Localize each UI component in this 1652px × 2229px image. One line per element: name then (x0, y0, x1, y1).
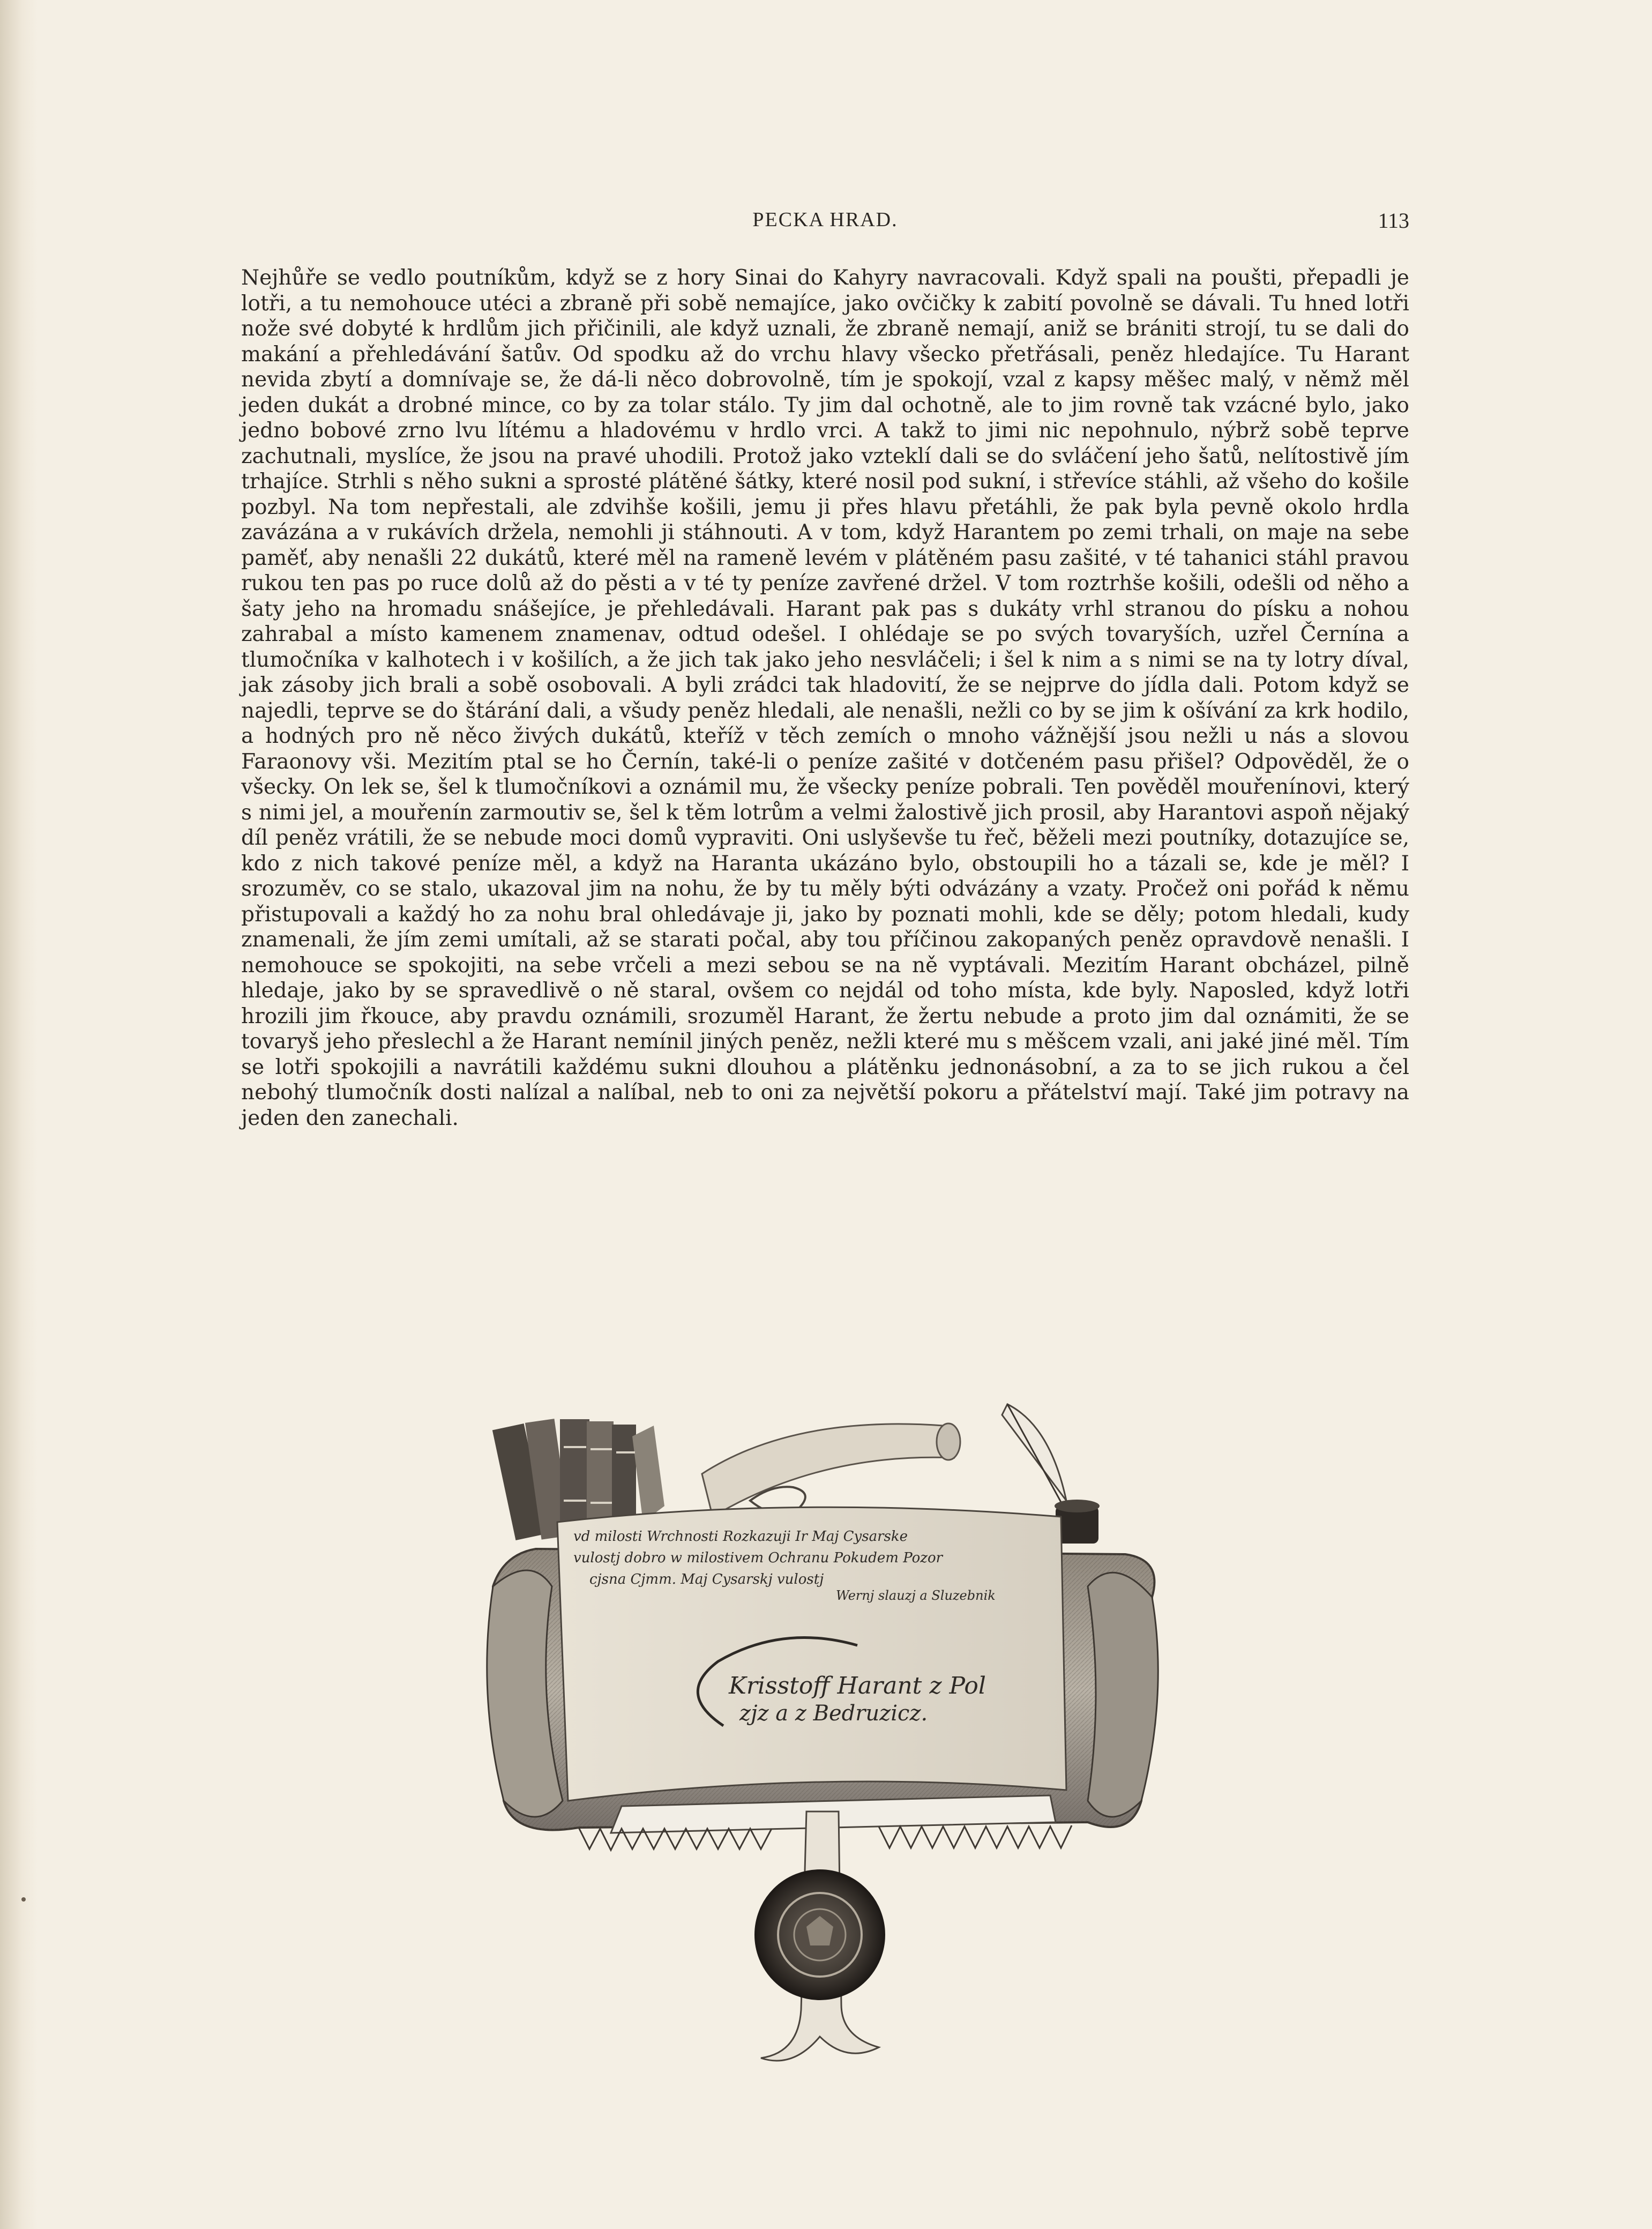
signature-line-2: zjz a z Bedruzicz. (739, 1701, 928, 1726)
scroll-engraving (472, 1393, 1179, 2090)
margin-dot (21, 1897, 26, 1902)
scroll-line-2: vulostj dobro w milostivem Ochranu Pokudem Pozor (573, 1550, 943, 1566)
running-head: PECKA HRAD. (752, 208, 898, 231)
scroll-line-3: cjsna Cjmm. Maj Cysarskj vulostj (589, 1571, 824, 1587)
rolled-paper-icon (702, 1423, 960, 1517)
scroll-line-1: vd milosti Wrchnosti Rozkazuji Ir Maj Cysarske (573, 1529, 908, 1545)
body-paragraph: Nejhůře se vedlo poutníkům, když se z hory Sinai do Kahyry navracovali. Když spali na poušti, přepadli je lotři, a tu nemohouce utéci a zbraně při sobě nemajíce, jako ovčičky k zabití povolně se dávali. Tu hned lotři nože své dobyté k hrdlům jich přičinili, ale když uznali, že zbraně nemají, aniž se brániti strojí, tu se dali do makání a přehledávání šatův. Od spodku až do vrchu hlavy všecko přetřásali, peněz hledajíce. Tu Harant nevida zbytí a domnívaje se, že dá-li něco dobrovolně, tím je spokojí, vzal z kapsy měšec malý, v němž měl jeden dukát a drobné mince, co by za tolar stálo. Ty jim dal ochotně, ale to jim rovně tak vzácné bylo, jako jedno bobové zrno lvu lítému a hladovému v hrdlo vrci. A takž to jimi nic nepohnulo, nýbrž sobě teprve zachutnali, myslíce, že jsou na pravé uhodili. Protož jako vzteklí dali se do svláčení jeho šatů, nelítostivě jím trhajíce. Strhli s něho sukni a sprosté plátěné šátky, které nosil pod sukní, i střevíce stáhli, až všeho do košile pozbyl. Na tom nepřestali, ale zdvihše košili, jemu ji přes hlavu přetáhli, že pak byla pevně okolo hrdla zavázána a v rukávích držela, nemohli ji stáhnouti. A v tom, když Harantem po zemi trhali, on maje na sebe paměť, aby nenašli 22 dukátů, které měl na rameně levém v plátěném pasu zašité, v té tahanici stáhl pravou rukou ten pas po ruce dolů až do pěsti a v té ty peníze zavřené držel. V tom roztrhše košili, odešli od něho a šaty jeho na hromadu snášejíce, je přehledávali. Harant pak pas s dukáty vrhl stranou do písku a nohou zahrabal a místo kamenem znamenav, odtud odešel. I ohlédaje se po svých tovaryších, uzřel Černína a tlumočníka v kalhotech i v košilích, a že jich tak jako jeho nesvláčeli; i šel k nim a s nimi se na ty lotry díval, jak zásoby jich brali a sobě osobovali. A byli zrádci tak hladovití, že se nejprve do jídla dali. Potom když se najedli, teprve se do štárání dali, a všudy peněz hledali, ale nenašli, nežli co by se jim k ošívání za krk hodilo, a hodných pro ně něco živých dukátů, kteříž v těch zemích o mnoho vážnější jsou nežli u nás a slovou Faraonovy vši. Mezitím ptal se ho Černín, také-li o peníze zašité v dotčeném pasu přišel? Odpověděl, že o všecky. On lek se, šel k tlumočníkovi a oznámil mu, že všecky peníze pobrali. Ten pověděl mouřenínovi, který s nimi jel, a mouřenín zarmoutiv se, šel k těm lotrům a velmi žalostivě jich prosil, aby Harantovi aspoň nějaký díl peněz vrátili, že se nebude moci domů vypraviti. Oni uslyševše tu řeč, běželi mezi poutníky, dotazujíce se, kdo z nich takové peníze měl, a když na Haranta ukázáno bylo, obstoupili ho a tázali se, kde je měl? I srozuměv, co se stalo, ukazoval jim na nohu, že by tu měly býti odvázány a vzaty. Pročež oni pořád k němu přistupovali a každý ho za nohu bral ohledávaje ji, jako by poznati mohli, kde se děly; potom hledali, kudy znamenali, že jím zemi umítali, až se starati počal, aby tou příčinou zakopaných peněz opravdově nenašli. I nemohouce se spokojiti, na sebe vrčeli a mezi sebou se na ně vyptávali. Mezitím Harant obcházel, pilně hledaje, jako by se spravedlivě o ně staral, ovšem co nejdál od toho místa, kde byly. Naposled, když lotři hrozili jim řkouce, aby pravdu oznámili, srozuměl Harant, že žertu nebude a proto jim dal oznámiti, že se tovaryš jeho přeslechl a že Harant nemínil jiných peněz, nežli které mu s měšcem vzali, ani jaké jiné měl. Tím se lotři spokojili a navrátili každému sukni dlouhou a plátěnku jednonásobní, a za to se jich rukou a čel nebohý tlumočník dosti nalízal a nalíbal, neb to oni za největší pokoru a přátelství mají. Také jim potravy na jeden den zanechali. (241, 266, 1409, 1130)
wax-seal-icon (756, 1811, 884, 2061)
page-header (241, 204, 1409, 241)
signature-scroll-illustration (472, 1393, 1179, 2090)
scroll-line-4: Wernj slauzj a Sluzebnik (836, 1588, 996, 1603)
page-number: 113 (1378, 208, 1409, 233)
page-edge-shadow (0, 0, 38, 2229)
quill-icon (1002, 1404, 1069, 1517)
signature-line-1: Krisstoff Harant z Pol (729, 1672, 986, 1699)
